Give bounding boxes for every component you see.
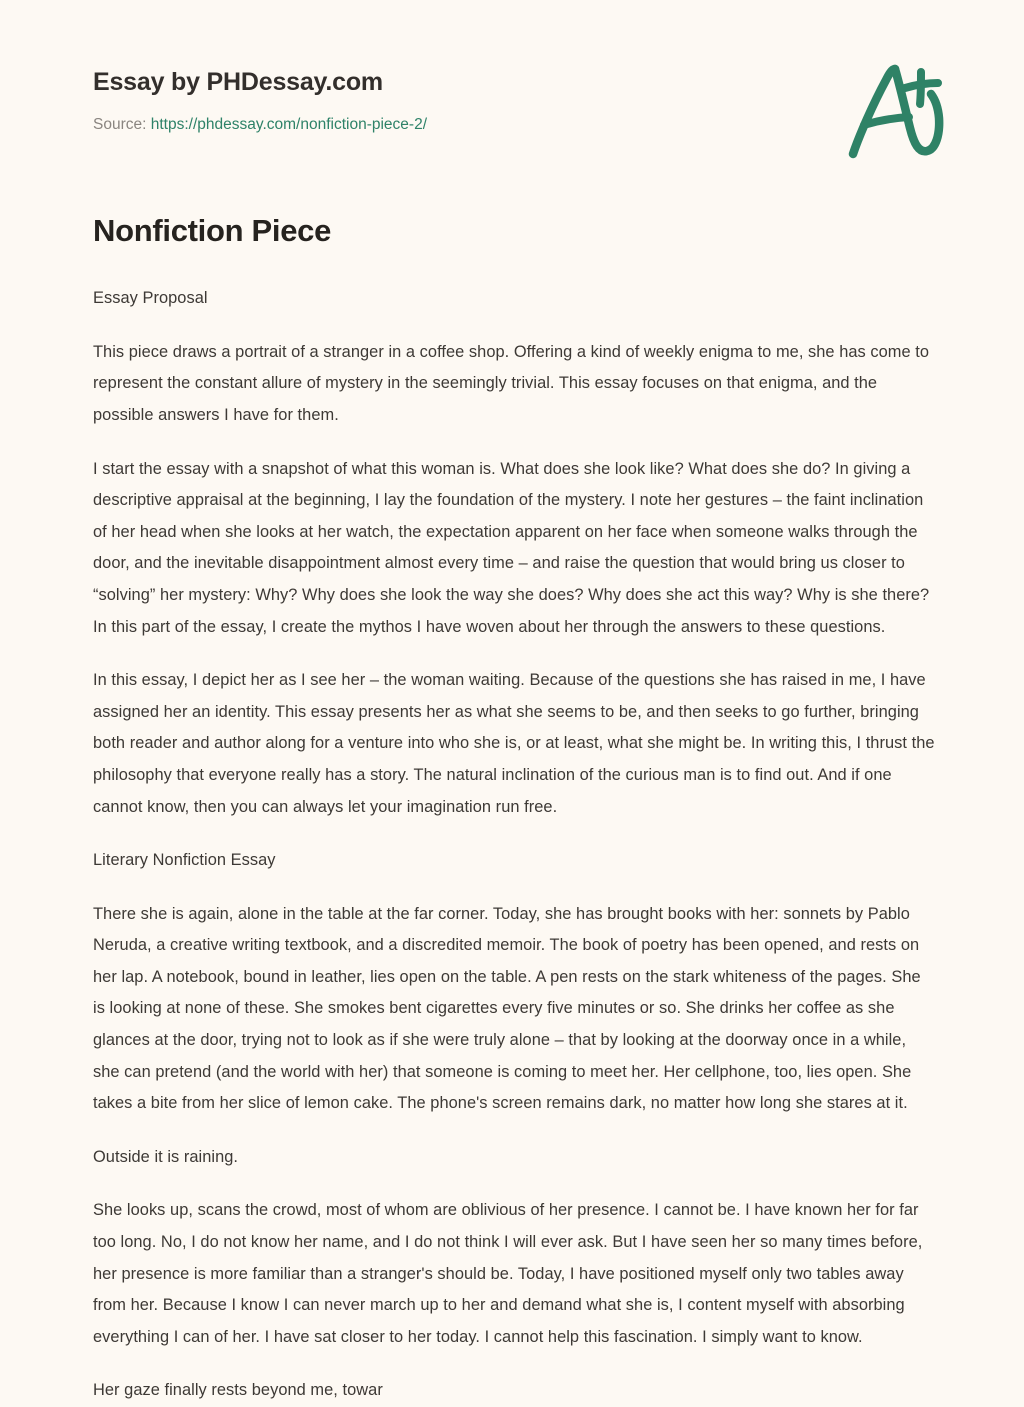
article (0, 212, 1024, 1407)
paragraph: In this essay, I depict her as I see her – the woman waiting. Because of the questions she has raised in me, I have assigned her an identity. This essay presents her as what she seems to be, and then seeks to go further, bringing both reader and author along for a venture into who she is, or at least, what she might be. In writing this, I thrust the philosophy that everyone really has a story. The natural inclination of the curious man is to find out. And if one cannot know, then you can always let your imagination run free. (93, 671, 935, 816)
section-label-essay-proposal: Essay Proposal (93, 289, 208, 308)
a-plus-logo-icon (839, 58, 949, 166)
source-label: Source: (93, 115, 147, 133)
source-url-link[interactable]: https://phdessay.com/nonfiction-piece-2/ (150, 115, 428, 133)
paragraph: I start the essay with a snapshot of what this woman is. What does she look like? What does she do? In giving a descriptive appraisal at the beginning, I lay the foundation of the mystery. I note her gestures – the faint inclination of her head when she looks at her watch, the expectation apparent on her face when someone walks through the door, and the inevitable disappointment almost every time – and raise the question that would bring us closer to “solving” her mystery: Why? Why does she look the way she does? Why does she act this way? Why is she there? In this part of the essay, I create the mythos I have woven about her through the answers to these questions. (93, 459, 930, 636)
essay-body (93, 283, 937, 1407)
paragraph: This piece draws a portrait of a stranger in a coffee shop. Offering a kind of weekly enigma to me, she has come to represent the constant allure of mystery in the seemingly trivial. This essay focuses on that enigma, and the possible answers I have for them. (93, 342, 930, 424)
section-label-literary-nonfiction-essay: Literary Nonfiction Essay (93, 851, 276, 870)
paragraph: There she is again, alone in the table at the far corner. Today, she has brought books with her: sonnets by Pablo Neruda, a creative writing textbook, and a discredited memoir. The book of poetry has been opened, and rests on her lap. A notebook, bound in leather, lies open on the table. A pen rests on the stark whiteness of the pages. She is looking at none of these. She smokes bent cigarettes every five minutes or so. She drinks her coffee as she glances at the door, trying not to look as if she were truly alone – that by looking at the doorway once in a while, she can pretend (and the world with her) that someone is coming to meet her. Her cellphone, too, lies open. She takes a bite from her slice of lemon cake. The phone's screen remains dark, no matter how long she stares at it. (93, 904, 921, 1113)
source-line (93, 116, 936, 135)
paragraph: She looks up, scans the crowd, most of whom are oblivious of her presence. I cannot be. I have known her for far too long. No, I do not know her name, and I do not think I will ever ask. But I have seen her so many times before, her presence is more familiar than a stranger's should be. Today, I have positioned myself only two tables away from her. Because I know I can never march up to her and demand what she is, I content myself with absorbing everything I can of her. I have sat closer to her today. I cannot help this fascination. I simply want to know. (93, 1201, 923, 1346)
paragraph-truncated: Her gaze finally rests beyond me, towar (93, 1381, 383, 1400)
page-header (0, 0, 1024, 150)
brand-title: Essay by PHDessay.com (93, 68, 383, 96)
page-title: Nonfiction Piece (93, 213, 332, 248)
paragraph: Outside it is raining. (93, 1147, 239, 1166)
